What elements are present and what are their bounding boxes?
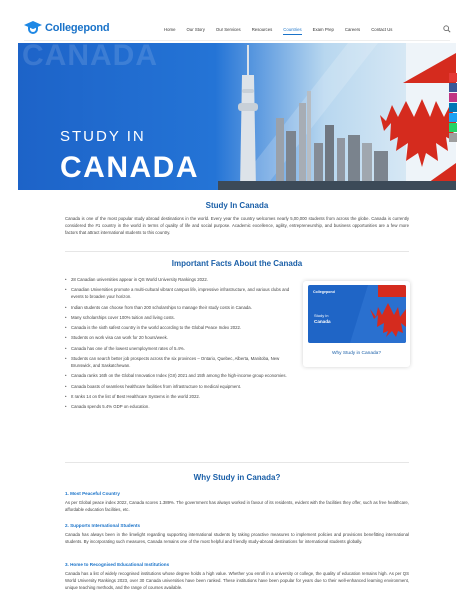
section-divider: [65, 462, 409, 463]
nav-resources[interactable]: Resources: [251, 27, 273, 32]
carousel-dots: [29, 181, 49, 199]
share-icon[interactable]: [449, 73, 457, 82]
list-item: • It ranks 14 on the list of Best Healthcare Systems in the world 2022.: [65, 393, 200, 399]
hero-banner: [18, 43, 456, 190]
nav-our-services[interactable]: Our Services: [215, 27, 241, 32]
card-brand: Collegepond: [313, 290, 335, 294]
instagram-icon[interactable]: [449, 93, 457, 102]
brand-name: Collegepond: [45, 22, 110, 34]
card-line-2: Canada: [314, 319, 331, 324]
x-icon[interactable]: [449, 113, 457, 122]
linkedin-icon[interactable]: [449, 103, 457, 112]
hero-line-2: CANADA: [60, 151, 199, 184]
why-heading-3: 3. Home to Recognised Educational Institutions: [65, 562, 170, 567]
why-text-3: Canada has a list of widely recognised institutions whose degree holds a high value. Whether you enroll in a university or college, the quality of education remains high. As per QS World University Rankings 2023, over 30 Canada universities have been ranked. These institutions have been popular for years due to their well-enhanced learning environment, unique teaching methods, and the range of courses available.: [65, 571, 409, 590]
nav-exam-prep[interactable]: Exam Prep: [312, 27, 334, 32]
section-divider: [65, 251, 409, 252]
why-heading-2: 2. Supports International Students: [65, 523, 141, 528]
nav-home[interactable]: Home: [164, 27, 176, 32]
carousel-dot[interactable]: [44, 191, 47, 194]
nav-careers[interactable]: Careers: [344, 27, 361, 32]
carousel-dot[interactable]: [39, 191, 42, 194]
hero-ghost-text: CANADA: [22, 43, 158, 72]
facts-title: Important Facts About the Canada: [171, 259, 303, 268]
social-share-rail: [449, 73, 457, 143]
list-item: • Students can search better job prospects across the six provinces – Ontario, Quebec, Alberta, Manitoba, New Brunswick, and Saskatchewan.: [65, 356, 280, 369]
list-item: • Canada has one of the lowest unemployment rates of 5.4%.: [65, 345, 185, 351]
why-study-video-card[interactable]: [303, 281, 410, 367]
facts-list: [65, 276, 297, 414]
intro-title: Study In Canada: [205, 201, 269, 210]
card-line-1: Study in: [314, 313, 329, 318]
site-header: [0, 0, 474, 40]
hero-line-1: STUDY IN: [60, 128, 146, 145]
list-item: • Students on work visa can work for 20 hours/week.: [65, 335, 168, 341]
more-icon[interactable]: [449, 133, 457, 142]
carousel-dot[interactable]: [34, 191, 37, 194]
nav-our-story[interactable]: Our Story: [186, 27, 205, 32]
video-thumbnail[interactable]: [308, 285, 406, 343]
why-heading-1: 1. Most Peaceful Country: [65, 491, 120, 496]
list-item: • Canada boasts of seamless healthcare facilities from infrastructure to medical equipment.: [65, 383, 242, 389]
search-icon[interactable]: [443, 25, 451, 33]
header-divider: [24, 40, 450, 41]
whatsapp-icon[interactable]: [449, 123, 457, 132]
list-item: • Canadian Universities promote a multi-cultural vibrant campus life, impressive infrastructure, and various clubs and events to broaden your horizon.: [65, 287, 290, 300]
list-item: • Canada is the sixth safest country in the world according to the Global Peace Index 2022.: [65, 325, 242, 331]
list-item: • Canada ranks 16th on the Global Innovation Index (GII) 2021 and 15th among the high-income group economies.: [65, 373, 287, 379]
nav-contact-us[interactable]: Contact Us: [371, 27, 393, 32]
nav-countries[interactable]: Countries: [283, 27, 302, 32]
intro-text: Canada is one of the most popular study abroad destinations in the world. Every year the country welcomes nearly 5,00,000 students from across the globe. Canada is currently considered the #1 country in the world in terms of quality of life and social purpose. Academic excellence, agility, entrepreneurship, and business opportunities are a few more factors that attract international students to this country.: [65, 216, 409, 235]
why-text-2: Canada has always been in the limelight regarding supporting international students by taking proactive measures to implement policies and provisions benefitting international students. By incorporating such measures, Canada remains one of the most helpful and friendly study-abroad destinations for international students globally.: [65, 532, 409, 544]
facebook-icon[interactable]: [449, 83, 457, 92]
card-caption[interactable]: Why Study in Canada?: [331, 351, 382, 356]
main-nav: [164, 27, 403, 32]
carousel-dot[interactable]: [29, 191, 32, 194]
why-title: Why Study in Canada?: [193, 473, 281, 482]
brand-logo[interactable]: [24, 21, 109, 35]
list-item: • Many scholarships cover 100% tuition and living costs.: [65, 314, 175, 320]
why-text-1: As per Global peace index 2022, Canada scores 1.389%. The government has always worked in favour of its residents, evident with the facilities they offer, such as free healthcare, affordable education facilities, etc.: [65, 500, 409, 512]
list-item: • Indian students can choose from than 200 scholarships to manage their study costs in Canada.: [65, 304, 252, 310]
list-item: • Canada spends 5.4% GDP on education.: [65, 404, 150, 410]
list-item: • 28 Canadian universities appear in QS World University Rankings 2022.: [65, 277, 209, 282]
graduation-cap-icon: [24, 21, 42, 35]
